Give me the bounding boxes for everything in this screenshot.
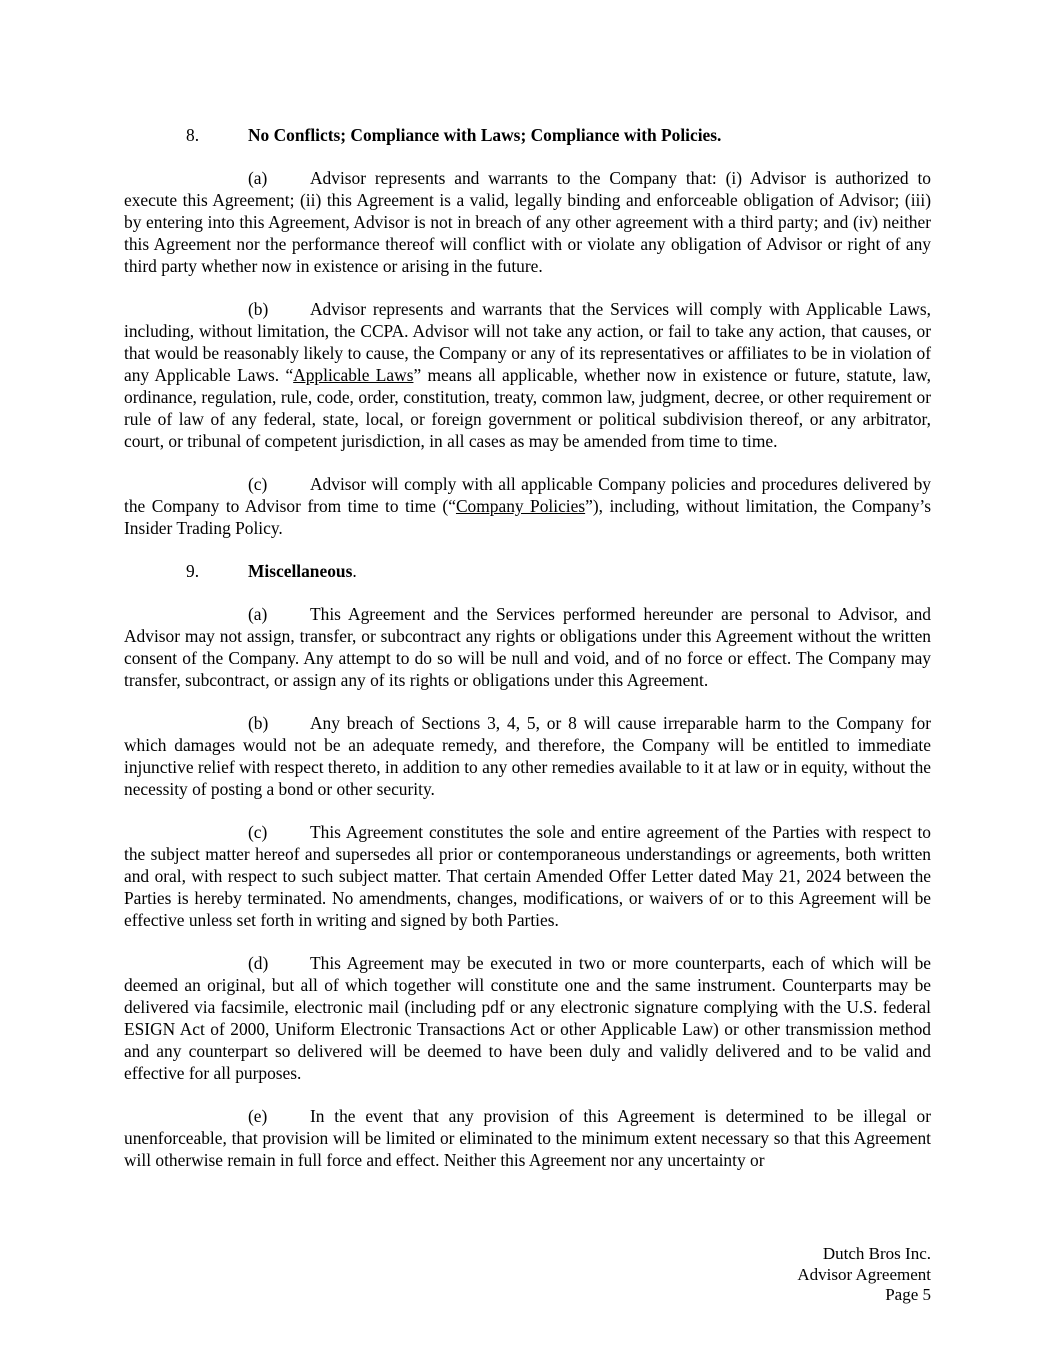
defined-term-applicable-laws: Applicable Laws bbox=[293, 365, 414, 385]
section-9d-paragraph bbox=[124, 952, 931, 1084]
section-9e-text: In the event that any provision of this Agreement is determined to be illegal or unenforceable, that provision will be limited or eliminated to the minimum extent necessary so that this Agreement will otherwise remain in full force and effect. Neither this Agreement nor any uncertainty or bbox=[124, 1106, 931, 1170]
page-footer bbox=[797, 1244, 931, 1306]
section-9-number: 9. bbox=[186, 561, 200, 581]
section-8b-label: (b) bbox=[248, 299, 269, 319]
section-8-heading bbox=[124, 124, 931, 146]
section-8a-paragraph bbox=[124, 167, 931, 277]
section-8b-text-1: Advisor represents and warrants that the Services will comply with Applicable Laws, including, without limitation, the CCPA. Advisor will not take any action, or fail to take any action, that causes, or that would be reasonably likely to cause, the Company or any of its representatives or affiliates to be in violation of any Applicable Laws. “ bbox=[124, 299, 931, 385]
section-9b-label: (b) bbox=[248, 713, 269, 733]
footer-page-number: Page 5 bbox=[885, 1285, 931, 1304]
document-body bbox=[124, 124, 931, 1171]
section-9-title-suffix: . bbox=[352, 561, 357, 581]
section-9e-label: (e) bbox=[248, 1106, 268, 1126]
section-8c-text-2: ”), including, without limitation, the Company’s Insider Trading Policy. bbox=[124, 496, 931, 538]
section-8c-label: (c) bbox=[248, 474, 268, 494]
section-9a-text: This Agreement and the Services performed hereunder are personal to Advisor, and Advisor may not assign, transfer, or subcontract any rights or obligations under this Agreement without the written consent of the Company. Any attempt to do so will be null and void, and of no force or effect. The Company may transfer, subcontract, or assign any of its rights or obligations under this Agreement. bbox=[124, 604, 931, 690]
section-9-title: Miscellaneous bbox=[248, 561, 353, 581]
section-8c-paragraph bbox=[124, 473, 931, 539]
section-8b-text-2: ” means all applicable, whether now in existence or future, statute, law, ordinance, regulation, rule, code, order, constitution, treaty, common law, judgment, decree, or other requirement or rule of law of any federal, state, local, or foreign government or political subdivision thereof, or any arbitrator, court, or tribunal of competent jurisdiction, in all cases as may be amended from time to time. bbox=[124, 365, 931, 451]
footer-company: Dutch Bros Inc. bbox=[822, 1244, 931, 1263]
section-8b-paragraph bbox=[124, 298, 931, 452]
section-8a-label: (a) bbox=[248, 168, 268, 188]
defined-term-company-policies: Company Policies bbox=[455, 496, 586, 516]
section-8-number: 8. bbox=[186, 125, 200, 145]
section-9d-label: (d) bbox=[248, 953, 269, 973]
footer-document-title: Advisor Agreement bbox=[797, 1264, 931, 1284]
section-9c-label: (c) bbox=[248, 822, 268, 842]
section-8a-text: Advisor represents and warrants to the Company that: (i) Advisor is authorized to execute this Agreement; (ii) this Agreement is a valid, legally binding and enforceable obligation of Advisor; (iii) by entering into this Agreement, Advisor is not in breach of any other agreement with a third party; and (iv) neither this Agreement nor the performance thereof will conflict with or violate any obligation of Advisor or right of any third party whether now in existence or arising in the future. bbox=[124, 168, 931, 276]
section-9c-paragraph bbox=[124, 821, 931, 931]
section-9e-paragraph bbox=[124, 1105, 931, 1171]
section-9c-text: This Agreement constitutes the sole and entire agreement of the Parties with respect to the subject matter hereof and supersedes all prior or contemporaneous understandings or agreements, both written and oral, with respect to such subject matter. That certain Amended Offer Letter dated May 21, 2024 between the Parties is hereby terminated. No amendments, changes, modifications, or waivers of or to this Agreement will be effective unless set forth in writing and signed by both Parties. bbox=[124, 822, 931, 930]
section-8c-text-1: Advisor will comply with all applicable Company policies and procedures delivered by the Company to Advisor from time to time (“ bbox=[124, 474, 931, 516]
section-8-title: No Conflicts; Compliance with Laws; Compliance with Policies. bbox=[248, 125, 722, 145]
section-9a-label: (a) bbox=[248, 604, 268, 624]
section-9a-paragraph bbox=[124, 603, 931, 691]
section-9-heading bbox=[124, 560, 931, 582]
section-9d-text: This Agreement may be executed in two or more counterparts, each of which will be deemed an original, but all of which together will constitute one and the same instrument. Counterparts may be delivered via facsimile, electronic mail (including pdf or any electronic signature complying with the U.S. federal ESIGN Act of 2000, Uniform Electronic Transactions Act or other Applicable Law) or other transmission method and any counterpart so delivered will be deemed to have been duly and validly delivered and to be valid and effective for all purposes. bbox=[124, 953, 931, 1083]
section-9b-text: Any breach of Sections 3, 4, 5, or 8 will cause irreparable harm to the Company for which damages would not be an adequate remedy, and therefore, the Company will be entitled to immediate injunctive relief with respect thereto, in addition to any other remedies available to it at law or in equity, without the necessity of posting a bond or other security. bbox=[124, 713, 931, 799]
section-9b-paragraph bbox=[124, 712, 931, 800]
